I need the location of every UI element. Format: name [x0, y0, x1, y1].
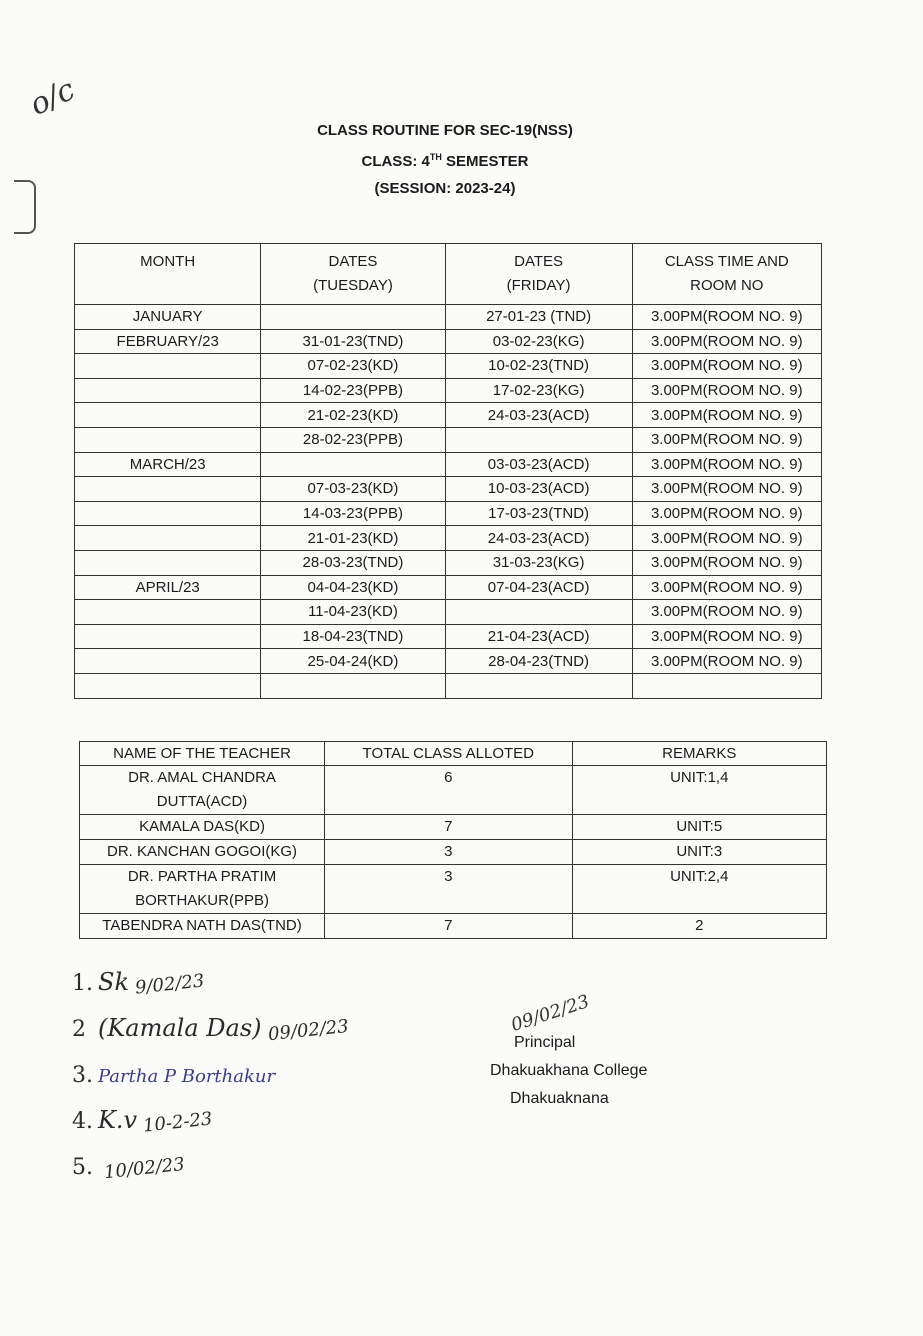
friday-date-cell: 24-03-23(ACD) — [445, 526, 632, 551]
routine-table — [74, 243, 822, 699]
college-place: Dhakuaknana — [510, 1090, 609, 1107]
teacher-row — [80, 865, 827, 914]
signature-5: 5. 10/02/23 — [72, 1153, 186, 1184]
total-class-cell: 3 — [325, 865, 572, 914]
teacher-name-cell — [80, 766, 325, 815]
class-time-cell: 3.00PM(ROOM NO. 9) — [632, 575, 821, 600]
month-cell — [75, 403, 261, 428]
friday-date-cell: 10-03-23(ACD) — [445, 477, 632, 502]
tuesday-date-cell — [261, 673, 445, 698]
signature-2: 2 (Kamala Das) 09/02/23 — [72, 1014, 350, 1046]
friday-date-cell: 21-04-23(ACD) — [445, 624, 632, 649]
header-class-time: CLASS TIME AND ROOM NO — [632, 244, 821, 305]
margin-annotation: o/c — [24, 72, 81, 123]
header-dates-tuesday: DATES (TUESDAY) — [261, 244, 445, 305]
friday-date-cell — [445, 427, 632, 452]
class-time-cell — [632, 673, 821, 698]
month-cell — [75, 378, 261, 403]
friday-date-cell: 03-03-23(ACD) — [445, 452, 632, 477]
tuesday-date-cell: 21-02-23(KD) — [261, 403, 445, 428]
month-cell — [75, 477, 261, 502]
tuesday-date-cell: 07-03-23(KD) — [261, 477, 445, 502]
class-time-cell: 3.00PM(ROOM NO. 9) — [632, 649, 821, 674]
document-title — [0, 117, 890, 202]
teacher-name-cell — [80, 865, 325, 914]
teacher-table — [79, 741, 827, 939]
tuesday-date-cell: 07-02-23(KD) — [261, 354, 445, 379]
routine-row — [75, 427, 822, 452]
friday-date-cell — [445, 600, 632, 625]
tuesday-date-cell: 25-04-24(KD) — [261, 649, 445, 674]
month-cell: MARCH/23 — [75, 452, 261, 477]
friday-date-cell: 24-03-23(ACD) — [445, 403, 632, 428]
teacher-row — [80, 815, 827, 840]
tuesday-date-cell: 14-03-23(PPB) — [261, 501, 445, 526]
teacher-name-line-1: KAMALA DAS(KD) — [139, 818, 265, 835]
class-time-cell: 3.00PM(ROOM NO. 9) — [632, 477, 821, 502]
signature-list — [72, 968, 512, 1198]
header-total-class: TOTAL CLASS ALLOTED — [325, 742, 572, 766]
principal-signature-date: 09/02/23 — [508, 991, 592, 1037]
teacher-name-line-1: DR. AMAL CHANDRA — [128, 769, 276, 786]
class-label: CLASS: 4 — [361, 153, 430, 170]
routine-row — [75, 305, 822, 330]
header-teacher-name: NAME OF THE TEACHER — [80, 742, 325, 766]
class-time-cell: 3.00PM(ROOM NO. 9) — [632, 624, 821, 649]
ordinal-suffix: TH — [429, 152, 442, 162]
tuesday-date-cell — [261, 305, 445, 330]
class-time-cell: 3.00PM(ROOM NO. 9) — [632, 452, 821, 477]
routine-row — [75, 575, 822, 600]
month-cell — [75, 427, 261, 452]
class-time-cell: 3.00PM(ROOM NO. 9) — [632, 403, 821, 428]
friday-date-cell: 28-04-23(TND) — [445, 649, 632, 674]
month-cell: APRIL/23 — [75, 575, 261, 600]
tuesday-date-cell: 31-01-23(TND) — [261, 329, 445, 354]
header-remarks: REMARKS — [572, 742, 826, 766]
teacher-name-cell — [80, 840, 325, 865]
signature-4: 4. K.v 10-2-23 — [72, 1106, 214, 1137]
teacher-name-line-2: DUTTA(ACD) — [156, 793, 248, 810]
month-cell — [75, 501, 261, 526]
teacher-name-line-1: TABENDRA NATH DAS(TND) — [102, 917, 302, 934]
teacher-row — [80, 766, 827, 815]
remarks-cell: UNIT:2,4 — [572, 865, 826, 914]
routine-row — [75, 403, 822, 428]
tuesday-date-cell: 11-04-23(KD) — [261, 600, 445, 625]
routine-row — [75, 600, 822, 625]
tuesday-date-cell: 21-01-23(KD) — [261, 526, 445, 551]
teacher-name-line-2: BORTHAKUR(PPB) — [135, 892, 269, 909]
principal-block — [490, 991, 710, 1113]
remarks-cell: UNIT:5 — [572, 815, 826, 840]
routine-row — [75, 378, 822, 403]
tuesday-date-cell: 28-02-23(PPB) — [261, 427, 445, 452]
teacher-name-line-1: DR. KANCHAN GOGOI(KG) — [107, 843, 298, 860]
routine-row — [75, 526, 822, 551]
routine-row — [75, 477, 822, 502]
month-cell: FEBRUARY/23 — [75, 329, 261, 354]
month-cell: JANUARY — [75, 305, 261, 330]
title-line-1: CLASS ROUTINE FOR SEC-19(NSS) — [317, 122, 573, 139]
total-class-cell: 3 — [325, 840, 572, 865]
total-class-cell: 7 — [325, 914, 572, 939]
total-class-cell: 6 — [325, 766, 572, 815]
principal-title: Principal — [514, 1034, 576, 1051]
month-cell — [75, 550, 261, 575]
month-cell — [75, 649, 261, 674]
header-dates-friday: DATES (FRIDAY) — [445, 244, 632, 305]
routine-row — [75, 501, 822, 526]
class-time-cell: 3.00PM(ROOM NO. 9) — [632, 501, 821, 526]
class-time-cell: 3.00PM(ROOM NO. 9) — [632, 305, 821, 330]
teacher-row — [80, 914, 827, 939]
routine-row — [75, 354, 822, 379]
month-cell — [75, 624, 261, 649]
title-line-2 — [0, 144, 890, 175]
tuesday-date-cell: 04-04-23(KD) — [261, 575, 445, 600]
title-line-3: (SESSION: 2023-24) — [374, 180, 516, 197]
remarks-cell: UNIT:1,4 — [572, 766, 826, 815]
routine-row — [75, 452, 822, 477]
friday-date-cell: 17-02-23(KG) — [445, 378, 632, 403]
routine-row — [75, 649, 822, 674]
routine-row — [75, 673, 822, 698]
routine-body — [75, 305, 822, 699]
class-time-cell: 3.00PM(ROOM NO. 9) — [632, 550, 821, 575]
tuesday-date-cell: 18-04-23(TND) — [261, 624, 445, 649]
teacher-header-row — [80, 742, 827, 766]
teacher-name-line-1: DR. PARTHA PRATIM — [127, 868, 277, 885]
friday-date-cell: 27-01-23 (TND) — [445, 305, 632, 330]
class-time-cell: 3.00PM(ROOM NO. 9) — [632, 526, 821, 551]
signature-1: 1. Sk 9/02/23 — [72, 968, 206, 999]
header-month: MONTH — [75, 244, 261, 305]
class-time-cell: 3.00PM(ROOM NO. 9) — [632, 600, 821, 625]
friday-date-cell: 31-03-23(KG) — [445, 550, 632, 575]
routine-header-row — [75, 244, 822, 305]
tuesday-date-cell: 14-02-23(PPB) — [261, 378, 445, 403]
teacher-name-cell — [80, 914, 325, 939]
college-name: Dhakuakhana College — [490, 1062, 648, 1079]
friday-date-cell: 17-03-23(TND) — [445, 501, 632, 526]
routine-row — [75, 550, 822, 575]
month-cell — [75, 526, 261, 551]
tuesday-date-cell — [261, 452, 445, 477]
teacher-row — [80, 840, 827, 865]
routine-row — [75, 624, 822, 649]
remarks-cell: UNIT:3 — [572, 840, 826, 865]
class-time-cell: 3.00PM(ROOM NO. 9) — [632, 427, 821, 452]
class-time-cell: 3.00PM(ROOM NO. 9) — [632, 329, 821, 354]
class-time-cell: 3.00PM(ROOM NO. 9) — [632, 354, 821, 379]
routine-row — [75, 329, 822, 354]
month-cell — [75, 354, 261, 379]
month-cell — [75, 600, 261, 625]
tuesday-date-cell: 28-03-23(TND) — [261, 550, 445, 575]
signature-3: 3. Partha P Borthakur — [72, 1063, 276, 1088]
friday-date-cell: 03-02-23(KG) — [445, 329, 632, 354]
friday-date-cell — [445, 673, 632, 698]
teacher-name-cell — [80, 815, 325, 840]
class-time-cell: 3.00PM(ROOM NO. 9) — [632, 378, 821, 403]
semester-label: SEMESTER — [441, 153, 529, 170]
total-class-cell: 7 — [325, 815, 572, 840]
friday-date-cell: 10-02-23(TND) — [445, 354, 632, 379]
month-cell — [75, 673, 261, 698]
friday-date-cell: 07-04-23(ACD) — [445, 575, 632, 600]
teacher-body — [80, 766, 827, 939]
remarks-cell: 2 — [572, 914, 826, 939]
